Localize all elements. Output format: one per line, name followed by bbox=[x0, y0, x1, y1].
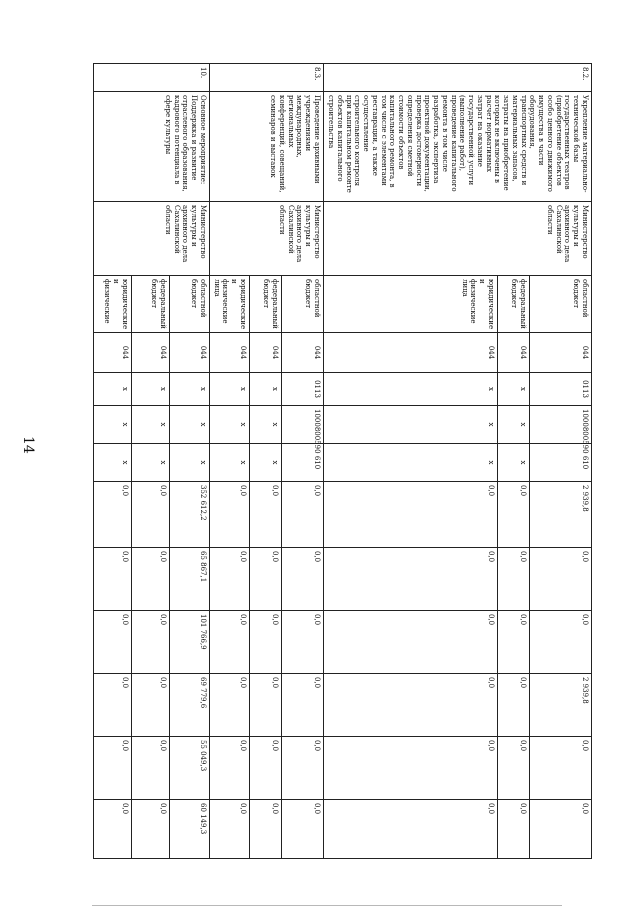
total-value: 0,0 bbox=[132, 482, 170, 548]
table-body bbox=[94, 64, 592, 859]
year2-value: 0,0 bbox=[530, 611, 592, 674]
rzpr-code: x bbox=[94, 373, 132, 406]
csr-code: x bbox=[250, 406, 282, 444]
year4-value: 0,0 bbox=[282, 737, 324, 800]
csr-code: x bbox=[498, 406, 530, 444]
rzpr-code: x bbox=[132, 373, 170, 406]
year5-value: 0,0 bbox=[132, 800, 170, 859]
measure-description: Основное мероприятие: Поддержка и развитие отраслевого образования, кадрового потенциала в сфере культуры bbox=[94, 92, 210, 202]
total-value: 0,0 bbox=[250, 482, 282, 548]
year1-value: 0,0 bbox=[498, 548, 530, 611]
table-row bbox=[530, 64, 592, 859]
rzpr-code: x bbox=[498, 373, 530, 406]
csr-code: x bbox=[94, 406, 132, 444]
vr-code: x bbox=[132, 444, 170, 482]
year2-value: 0,0 bbox=[498, 611, 530, 674]
year5-value: 0,0 bbox=[94, 800, 132, 859]
year4-value: 0,0 bbox=[498, 737, 530, 800]
year2-value: 0,0 bbox=[210, 611, 250, 674]
vr-code: x bbox=[94, 444, 132, 482]
rzpr-code: x bbox=[250, 373, 282, 406]
total-value: 0,0 bbox=[210, 482, 250, 548]
year4-value: 55 049,3 bbox=[170, 737, 210, 800]
total-value: 2 939,8 bbox=[530, 482, 592, 548]
vr-code: x bbox=[498, 444, 530, 482]
year2-value: 0,0 bbox=[282, 611, 324, 674]
grbs-code: 044 bbox=[530, 333, 592, 373]
executor: Министерство культуры и архивного дела Сахалинской области bbox=[210, 202, 324, 276]
vr-code: x bbox=[250, 444, 282, 482]
year1-value: 0,0 bbox=[282, 548, 324, 611]
year3-value: 0,0 bbox=[282, 674, 324, 737]
scan-edge-line bbox=[92, 905, 562, 906]
year3-value: 2 939,8 bbox=[530, 674, 592, 737]
year5-value: 0,0 bbox=[324, 800, 498, 859]
year4-value: 0,0 bbox=[132, 737, 170, 800]
year3-value: 0,0 bbox=[210, 674, 250, 737]
measure-description: Проведение архивными учреждениями международных, региональных конференций, совещаний, семинаров и выставок bbox=[210, 92, 324, 202]
year2-value: 101 766,9 bbox=[170, 611, 210, 674]
csr-code: 1000800590 bbox=[530, 406, 592, 444]
grbs-code: 044 bbox=[210, 333, 250, 373]
year5-value: 0,0 bbox=[250, 800, 282, 859]
grbs-code: 044 bbox=[324, 333, 498, 373]
executor: Министерство культуры и архивного дела Сахалинской области bbox=[94, 202, 210, 276]
funding-source: юридические и физические лица bbox=[324, 276, 498, 333]
year4-value: 0,0 bbox=[210, 737, 250, 800]
rotated-table-container bbox=[96, 63, 592, 858]
funding-source: юридические и физические bbox=[94, 276, 132, 333]
year1-value: 65 867,1 bbox=[170, 548, 210, 611]
funding-source: областной бюджет bbox=[170, 276, 210, 333]
grbs-code: 044 bbox=[94, 333, 132, 373]
year2-value: 0,0 bbox=[94, 611, 132, 674]
year1-value: 0,0 bbox=[132, 548, 170, 611]
rzpr-code: 0113 bbox=[282, 373, 324, 406]
funding-source: областной бюджет bbox=[530, 276, 592, 333]
year3-value: 0,0 bbox=[250, 674, 282, 737]
vr-code: 610 bbox=[530, 444, 592, 482]
funding-source: федеральный бюджет bbox=[250, 276, 282, 333]
vr-code: 610 bbox=[282, 444, 324, 482]
vr-code: x bbox=[210, 444, 250, 482]
year1-value: 0,0 bbox=[210, 548, 250, 611]
rzpr-code: x bbox=[324, 373, 498, 406]
grbs-code: 044 bbox=[282, 333, 324, 373]
year5-value: 0,0 bbox=[282, 800, 324, 859]
total-value: 0,0 bbox=[498, 482, 530, 548]
funding-source: областной бюджет bbox=[282, 276, 324, 333]
csr-code: 1000800590 bbox=[282, 406, 324, 444]
year2-value: 0,0 bbox=[132, 611, 170, 674]
csr-code: x bbox=[324, 406, 498, 444]
funding-source: федеральный бюджет bbox=[132, 276, 170, 333]
year5-value: 60 149,3 bbox=[170, 800, 210, 859]
grbs-code: 044 bbox=[250, 333, 282, 373]
grbs-code: 044 bbox=[498, 333, 530, 373]
csr-code: x bbox=[132, 406, 170, 444]
page-number: 14 bbox=[20, 436, 36, 454]
year3-value: 0,0 bbox=[498, 674, 530, 737]
funding-source: федеральный бюджет bbox=[498, 276, 530, 333]
year2-value: 0,0 bbox=[324, 611, 498, 674]
year5-value: 0,0 bbox=[210, 800, 250, 859]
year4-value: 0,0 bbox=[324, 737, 498, 800]
table-row bbox=[170, 64, 210, 859]
year1-value: 0,0 bbox=[530, 548, 592, 611]
year4-value: 0,0 bbox=[250, 737, 282, 800]
year3-value: 69 779,6 bbox=[170, 674, 210, 737]
csr-code: x bbox=[170, 406, 210, 444]
year1-value: 0,0 bbox=[94, 548, 132, 611]
row-number: 10. bbox=[94, 64, 210, 92]
year3-value: 0,0 bbox=[94, 674, 132, 737]
rzpr-code: x bbox=[210, 373, 250, 406]
year5-value: 0,0 bbox=[498, 800, 530, 859]
year1-value: 0,0 bbox=[250, 548, 282, 611]
year1-value: 0,0 bbox=[324, 548, 498, 611]
year3-value: 0,0 bbox=[324, 674, 498, 737]
row-number: 8.3. bbox=[210, 64, 324, 92]
budget-table bbox=[93, 63, 592, 859]
total-value: 0,0 bbox=[94, 482, 132, 548]
row-number: 8.2. bbox=[324, 64, 592, 92]
total-value: 0,0 bbox=[282, 482, 324, 548]
grbs-code: 044 bbox=[170, 333, 210, 373]
total-value: 352 612,2 bbox=[170, 482, 210, 548]
rzpr-code: 0113 bbox=[530, 373, 592, 406]
year3-value: 0,0 bbox=[132, 674, 170, 737]
grbs-code: 044 bbox=[132, 333, 170, 373]
funding-source: юридические и физические лица bbox=[210, 276, 250, 333]
rzpr-code: x bbox=[170, 373, 210, 406]
table-row bbox=[282, 64, 324, 859]
year5-value: 0,0 bbox=[530, 800, 592, 859]
csr-code: x bbox=[210, 406, 250, 444]
year4-value: 0,0 bbox=[530, 737, 592, 800]
total-value: 0,0 bbox=[324, 482, 498, 548]
year2-value: 0,0 bbox=[250, 611, 282, 674]
year4-value: 0,0 bbox=[94, 737, 132, 800]
measure-description: Укрепление материально-технической базы государственных театров (приобретение объектов особо ценного движимого имущества в части оборудования, транспортных средств и материальных запасов, затраты на приобретение которых не включены в расчет нормативных затрат на оказание государственной услуги (выполнение работ), проведение капитального ремонта в том числе разработка, экспертиза проектной документации, проверка достоверности определения сметной стоимости объектов капитального ремонта, в том числе с элементами реставрации, а также осуществление строительного контроля при капитальном ремонте объектов капитального строительства bbox=[324, 92, 592, 202]
executor: Министерство культуры и архивного дела Сахалинской области bbox=[324, 202, 592, 276]
vr-code: x bbox=[170, 444, 210, 482]
vr-code: x bbox=[324, 444, 498, 482]
